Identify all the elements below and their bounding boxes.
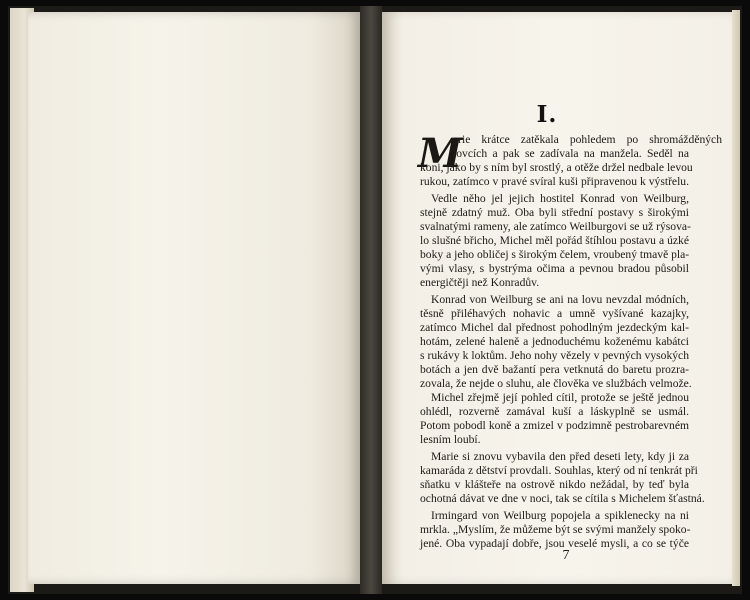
text-line: koni, jako by s ním byl srostlý, a otěže držel nedbale levou bbox=[420, 161, 693, 174]
text-line: jené. Oba vypadají dobře, jsou veselé mysli, a co se týče bbox=[420, 537, 689, 550]
text-line: Vedle něho jel jejich hostitel Konrad von Weilburg, bbox=[431, 192, 689, 205]
text-line: Marie si znovu vybavila den před deseti lety, kdy ji za bbox=[431, 450, 689, 463]
text-line: energičtěji než Konradův. bbox=[420, 276, 540, 289]
text-line: rukou, zatímco v pravé svíral kuši připravenou k výstřelu. bbox=[420, 175, 689, 188]
text-line: těsně přiléhavých nohavic a umně vyšívané kazajky, bbox=[420, 307, 689, 320]
text-line: hotám, zelené haleně a jednoduchému koženému kabátci bbox=[420, 335, 689, 348]
chapter-heading: I. bbox=[536, 101, 558, 128]
text-line: Potom pobodl koně a zmizel v podzimně pestrobarevném bbox=[420, 419, 689, 432]
text-line: sňatku v klášteře na ostrově nikdo nežádal, by teď byla bbox=[420, 478, 689, 491]
right-page-stack-edge bbox=[732, 10, 740, 586]
text-line: boky a jeho obličej s širokým čelem, vroubený tmavě pla- bbox=[420, 248, 690, 261]
page-number: 7 bbox=[562, 548, 570, 563]
drop-cap: M bbox=[418, 130, 463, 177]
text-line: lovcích a pak se zadívala na manžela. Seděl na bbox=[453, 147, 689, 160]
text-line: botách a jen dvě bažantí pera vetknutá do baretu prozra- bbox=[420, 363, 689, 376]
text-line: svalnatými rameny, ale zatímco Weilburgovi se už rýsova- bbox=[420, 220, 691, 233]
text-line: mrkla. „Myslím, že můžeme být se svými manžely spoko- bbox=[420, 523, 691, 536]
text-line: zovala, že nejde o sluhu, ale člověka ve službách velmože. bbox=[420, 377, 692, 390]
text-line: lo slušné břicho, Michel měl pořád štíhlou postavu a úzké bbox=[420, 234, 689, 247]
left-page bbox=[28, 12, 360, 584]
book-spine bbox=[360, 6, 382, 594]
text-line: Konrad von Weilburg se ani na lovu nevzdal módních, bbox=[431, 293, 689, 306]
text-line: vými vlasy, s bystrýma očima a pevnou bradou působil bbox=[420, 262, 689, 275]
text-line: ohlédl, rozverně zamával kuší a láskyplně se usmál. bbox=[420, 405, 689, 418]
text-line: zatímco Michel dal přednost pohodlným jezdeckým kal- bbox=[420, 321, 689, 334]
text-line: stejně zdatný muž. Oba byli střední postavy s širokými bbox=[420, 206, 689, 219]
text-line: ochotná dávat ve dne v noci, tak se cítila s Michelem šťastná. bbox=[420, 492, 705, 505]
text-line: Michel zřejmě její pohled cítil, protože se ještě jednou bbox=[431, 391, 689, 404]
text-line: arie krátce zatěkala pohledem po shromážděných bbox=[453, 133, 722, 146]
text-line: Irmingard von Weilburg popojela a spiklenecky na ni bbox=[431, 509, 689, 522]
text-line: kamaráda z dětství provdali. Souhlas, který od ní tenkrát při bbox=[420, 464, 698, 477]
text-line: lesním loubí. bbox=[420, 433, 481, 446]
text-line: s rukávy k loktům. Jeho nohy vězely v pevných vysokých bbox=[420, 349, 689, 362]
